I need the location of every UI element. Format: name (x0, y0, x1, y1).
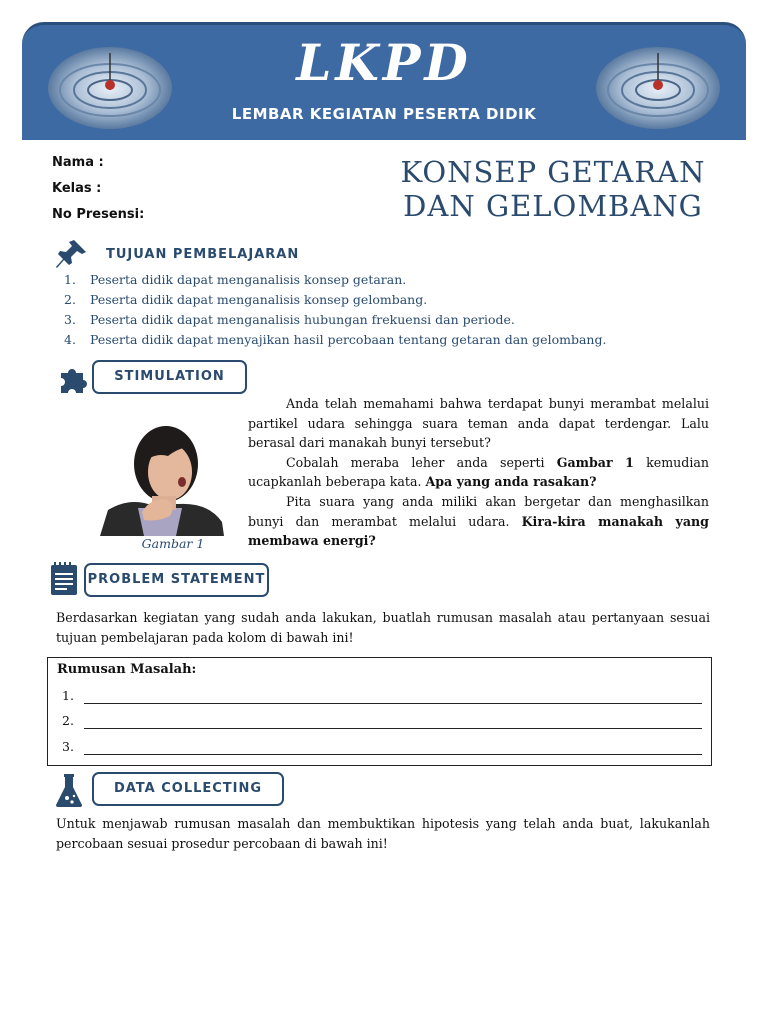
attendance-label: No Presensi: (52, 207, 145, 222)
header-banner (22, 22, 746, 140)
pushpin-icon (54, 238, 88, 270)
water-ripple-image (594, 45, 722, 131)
answer-row[interactable]: 1. (62, 688, 702, 708)
worksheet-title: LKPD (296, 33, 472, 92)
stimulation-label: STIMULATION (92, 360, 247, 394)
objectives-heading: TUJUAN PEMBELAJARAN (106, 247, 300, 262)
topic-title-line2: DAN GELOMBANG (403, 189, 703, 223)
answer-line[interactable] (84, 754, 702, 755)
topic-title (370, 155, 736, 223)
problem-statement-label: PROBLEM STATEMENT (84, 563, 269, 597)
list-item: 1. Peserta didik dapat menganalisis konsep getaran. (64, 272, 407, 287)
data-collecting-text: Untuk menjawab rumusan masalah dan membuktikan hipotesis yang telah anda buat, lakukanlah percobaan sesuai prosedur percobaan di bawah ini! (56, 816, 710, 851)
figure-caption: Gambar 1 (141, 536, 205, 551)
data-collecting-label: DATA COLLECTING (92, 772, 284, 806)
problem-instruction-text: Berdasarkan kegiatan yang sudah anda lakukan, buatlah rumusan masalah atau pertanyaan sesuai tujuan pembelajaran pada kolom di bawah ini! (56, 610, 710, 645)
answer-line[interactable] (84, 728, 702, 729)
objectives-list (64, 270, 744, 350)
puzzle-icon (57, 365, 89, 395)
problem-formulation-box (47, 657, 712, 766)
answer-row[interactable]: 3. (62, 739, 702, 759)
lab-flask-icon (54, 774, 84, 808)
problem-formulation-title: Rumusan Masalah: (57, 662, 197, 677)
list-item: 3. Peserta didik dapat menganalisis hubungan frekuensi dan periode. (64, 312, 515, 327)
list-item: 2. Peserta didik dapat menganalisis konsep gelombang. (64, 292, 428, 307)
stimulation-paragraph-1: Anda telah memahami bahwa terdapat bunyi merambat melalui partikel udara sehingga suara teman anda dapat terdengar. Lalu berasal dari manakah bunyi tersebut? (248, 396, 709, 451)
student-identity (52, 155, 144, 233)
topic-title-line1: KONSEP GETARAN (400, 155, 706, 189)
class-label: Kelas : (52, 181, 102, 196)
notepad-icon (50, 562, 78, 596)
list-item: 4. Peserta didik dapat menyajikan hasil percobaan tentang getaran dan gelombang. (64, 332, 607, 347)
answer-line[interactable] (84, 703, 702, 704)
stimulation-paragraph-3: Pita suara yang anda miliki akan bergetar dan menghasilkan bunyi dan merambat melalui udara. Kira-kira manakah yang membawa energi? (248, 493, 709, 549)
answer-row[interactable]: 2. (62, 713, 702, 733)
name-label: Nama : (52, 155, 104, 170)
stimulation-paragraph-2: Cobalah meraba leher anda seperti Gambar 1 kemudian ucapkanlah beberapa kata. Apa yang anda rasakan? (248, 454, 709, 490)
worksheet-subtitle: LEMBAR KEGIATAN PESERTA DIDIK (231, 105, 537, 123)
child-touching-throat-photo (98, 412, 226, 536)
stimulation-text (248, 394, 709, 551)
